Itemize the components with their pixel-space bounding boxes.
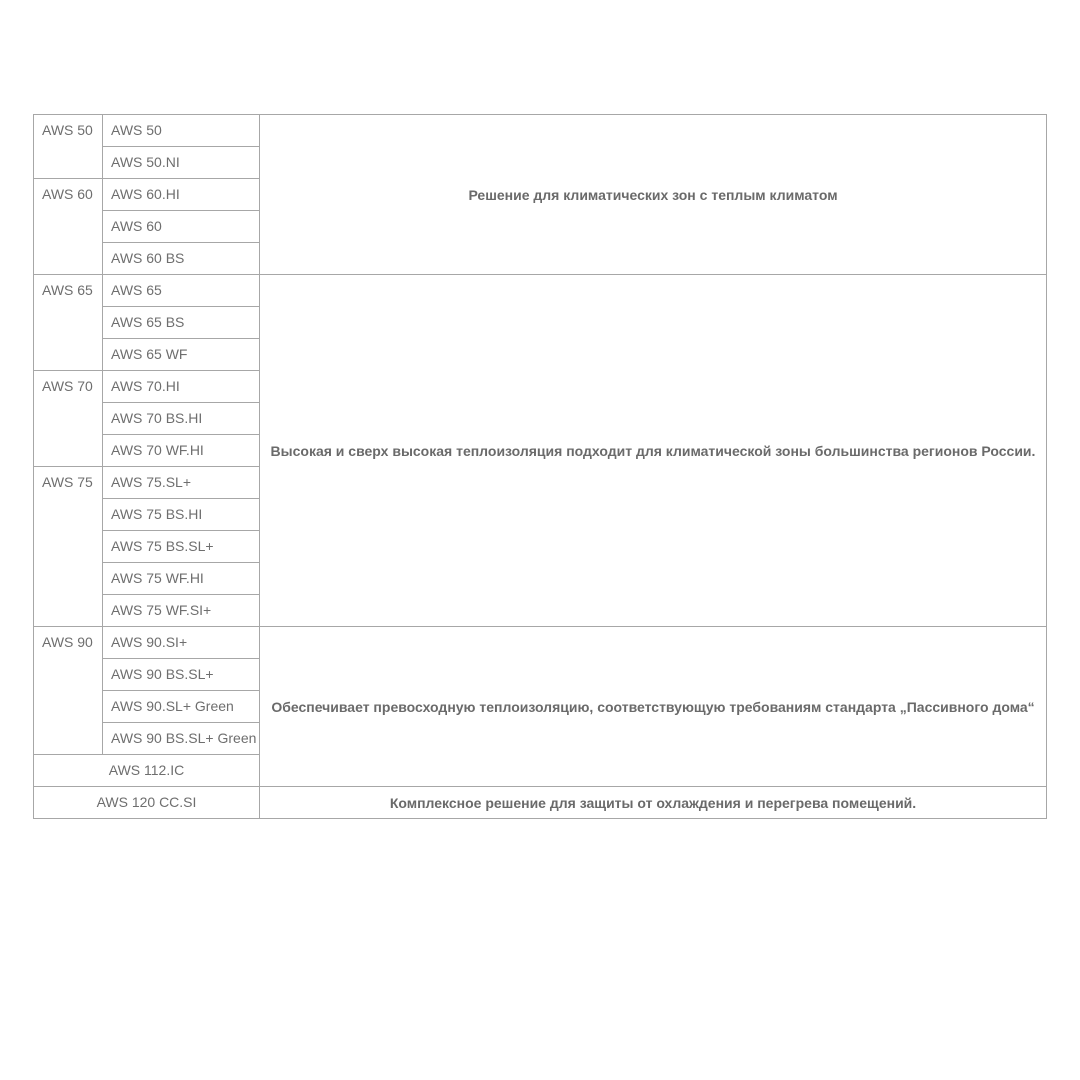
model-cell: AWS 50 (103, 115, 260, 147)
model-cell: AWS 75.SL+ (103, 467, 260, 499)
model-cell: AWS 90 BS.SL+ (103, 659, 260, 691)
table-row (34, 627, 1047, 659)
model-cell: AWS 50.NI (103, 147, 260, 179)
model-cell: AWS 60 (103, 211, 260, 243)
model-cell: AWS 90.SI+ (103, 627, 260, 659)
model-cell: AWS 120 CC.SI (34, 787, 260, 819)
model-cell: AWS 75 WF.SI+ (103, 595, 260, 627)
series-cell: AWS 90 (34, 627, 103, 755)
description-cell: Решение для климатических зон с теплым климатом (260, 115, 1047, 275)
model-cell: AWS 90 BS.SL+ Green (103, 723, 260, 755)
description-cell: Обеспечивает превосходную теплоизоляцию, соответствующую требованиям стандарта „Пассивного дома“ (260, 627, 1047, 787)
model-cell: AWS 60 BS (103, 243, 260, 275)
description-cell: Комплексное решение для защиты от охлаждения и перегрева помещений. (260, 787, 1047, 819)
series-cell: AWS 70 (34, 371, 103, 467)
model-cell: AWS 70.HI (103, 371, 260, 403)
table-row (34, 787, 1047, 819)
model-cell: AWS 75 WF.HI (103, 563, 260, 595)
model-cell: AWS 60.HI (103, 179, 260, 211)
series-cell: AWS 60 (34, 179, 103, 275)
model-cell: AWS 112.IC (34, 755, 260, 787)
model-cell: AWS 65 BS (103, 307, 260, 339)
model-cell: AWS 75 BS.HI (103, 499, 260, 531)
table-row (34, 275, 1047, 307)
table-row (34, 115, 1047, 147)
product-table (33, 114, 1047, 819)
model-cell: AWS 70 WF.HI (103, 435, 260, 467)
model-cell: AWS 90.SL+ Green (103, 691, 260, 723)
model-cell: AWS 75 BS.SL+ (103, 531, 260, 563)
model-cell: AWS 70 BS.HI (103, 403, 260, 435)
series-cell: AWS 75 (34, 467, 103, 627)
product-table-container (33, 114, 1047, 819)
model-cell: AWS 65 (103, 275, 260, 307)
model-cell: AWS 65 WF (103, 339, 260, 371)
series-cell: AWS 50 (34, 115, 103, 179)
description-cell: Высокая и сверх высокая теплоизоляция подходит для климатической зоны большинства регионов России. (260, 275, 1047, 627)
series-cell: AWS 65 (34, 275, 103, 371)
